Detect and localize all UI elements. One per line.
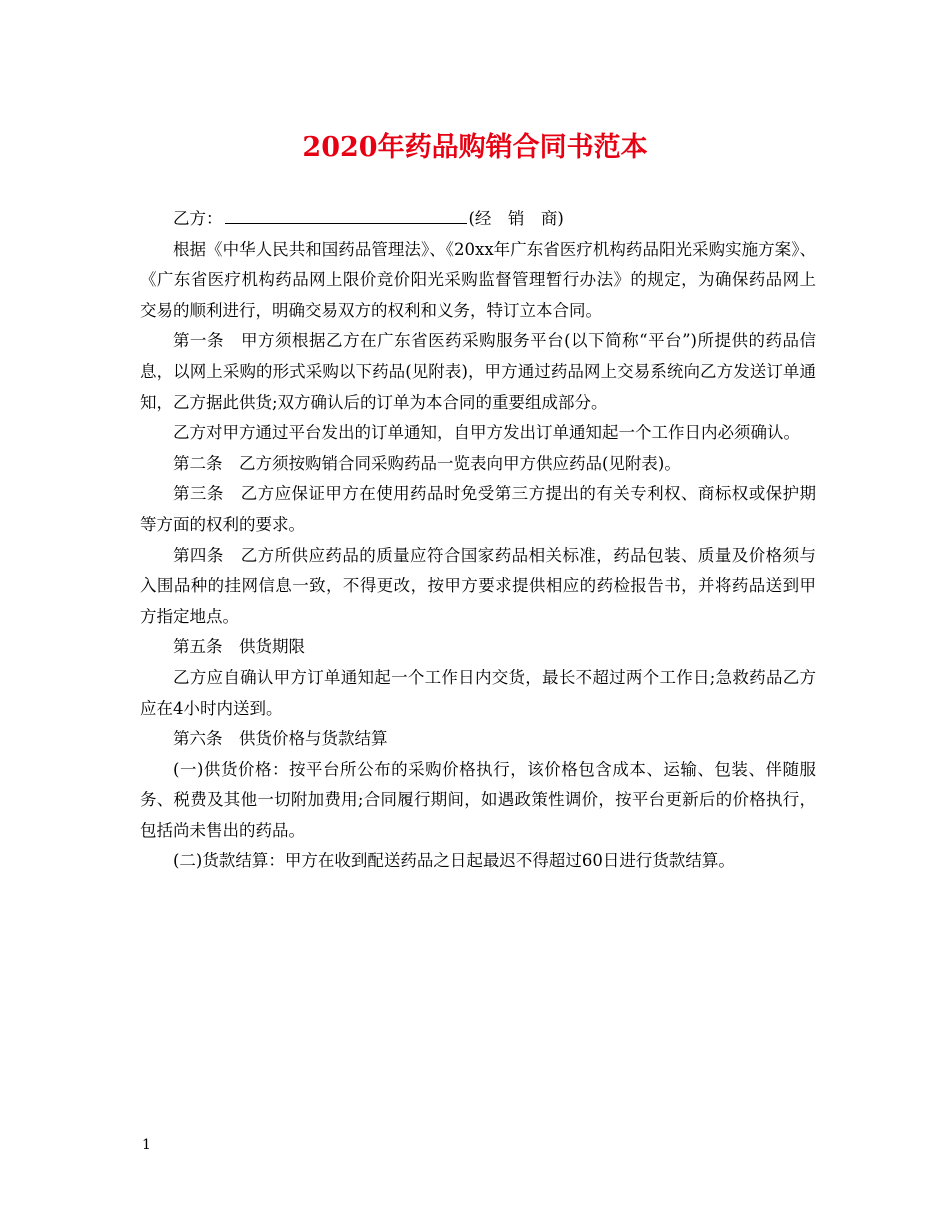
paragraph: 根据《中华人民共和国药品管理法》、《20xx年广东省医疗机构药品阳光采购实施方案》、《广东省医疗机构药品网上限价竞价阳光采购监督管理暂行办法》的规定，为确保药品网上交易的顺利进行，明确交易双方的权利和义务，特订立本合同。 [140,239,816,320]
paragraph: 乙方应自确认甲方订单通知起一个工作日内交货，最长不超过两个工作日;急救药品乙方应在4小时内送到。 [140,667,816,718]
paragraph: (二)货款结算：甲方在收到配送药品之日起最迟不得超过60日进行货款结算。 [173,851,735,871]
paragraph: 第四条 乙方所供应药品的质量应符合国家药品相关标准，药品包装、质量及价格须与入围品种的挂网信息一致，不得更改，按甲方要求提供相应的药检报告书，并将药品送到甲方指定地点。 [140,545,816,626]
document-title: 2020年药品购销合同书范本 [302,132,648,163]
paragraph: 乙方对甲方通过平台发出的订单通知，自甲方发出订单通知起一个工作日内必须确认。 [173,423,800,443]
party-b-blank [225,205,467,224]
paragraph: (一)供货价格：按平台所公布的采购价格执行，该价格包含成本、运输、包装、伴随服务、税费及其他一切附加费用;合同履行期间，如遇政策性调价，按平台更新后的价格执行，包括尚未售出的药品。 [140,759,816,840]
paragraph: 第一条 甲方须根据乙方在广东省医药采购服务平台(以下简称“平台”)所提供的药品信息，以网上采购的形式采购以下药品(见附表)，甲方通过药品网上交易系统向乙方发送订单通知，乙方据此供货;双方确认后的订单为本合同的重要组成部分。 [140,331,816,412]
paragraph: 第二条 乙方须按购销合同采购药品一览表向甲方供应药品(见附表)。 [173,453,681,473]
paragraph: 第三条 乙方应保证甲方在使用药品时免受第三方提出的有关专利权、商标权或保护期等方面的权利的要求。 [140,484,816,534]
contract-body [140,204,816,877]
party-b-line [140,204,816,235]
party-b-suffix: (经 销 商) [468,209,564,228]
party-b-label: 乙方： [173,209,223,228]
paragraph: 第五条 供货期限 [173,637,305,657]
page-number: 1 [142,1137,151,1153]
paragraph: 第六条 供货价格与货款结算 [173,729,388,749]
